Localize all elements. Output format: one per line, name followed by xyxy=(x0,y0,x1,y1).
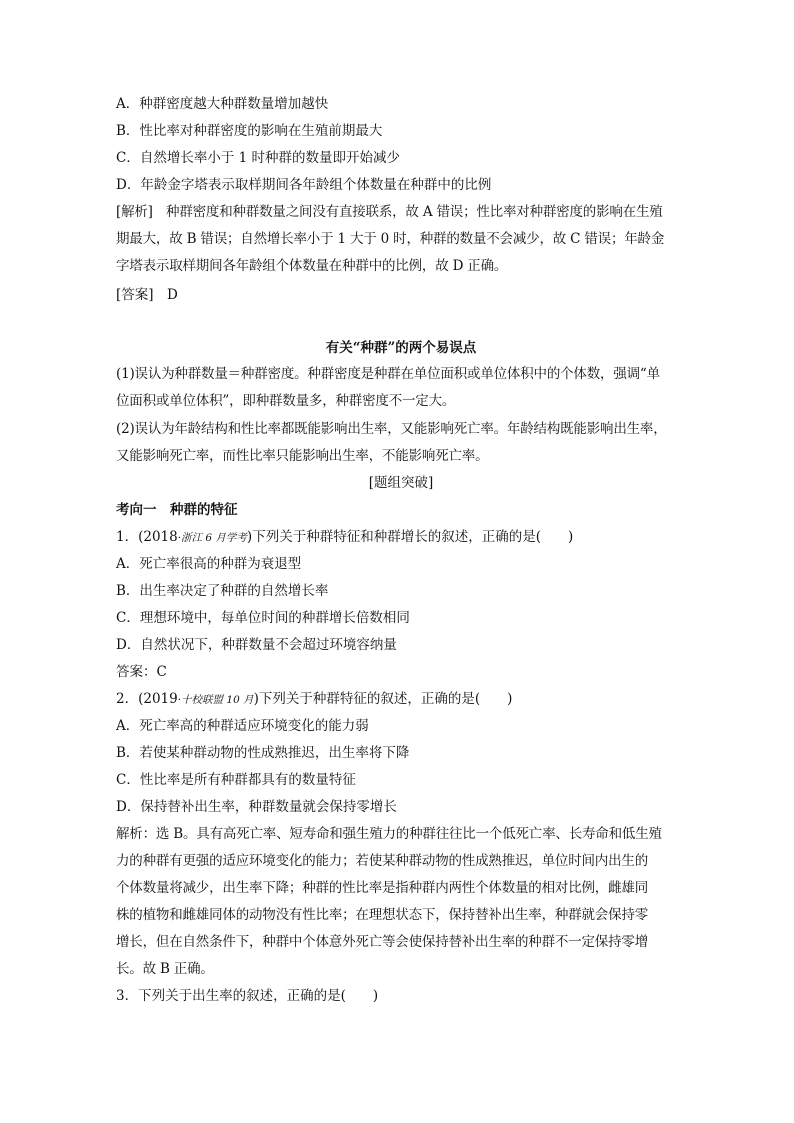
q2-option-c: C．性比率是所有种群都具有的数量特征 xyxy=(116,772,356,788)
q2-option-d: D．保持替补出生率，种群数量就会保持零增长 xyxy=(116,799,397,815)
option-c: C．自然增长率小于 1 时种群的数量即开始减少 xyxy=(116,150,401,166)
q1-option-c: C．理想环境中，每单位时间的种群增长倍数相同 xyxy=(116,610,410,626)
q2-option-b: B．若使某种群动物的性成熟推迟，出生率将下降 xyxy=(116,745,410,761)
option-a: A．种群密度越大种群数量增加越快 xyxy=(116,96,329,112)
question-1-source: ·浙江 6 月学考 xyxy=(177,532,247,544)
analysis-line: 字塔表示取样期间各年龄组个体数量在种群中的比例，故 D 正确。 xyxy=(116,258,508,274)
mistakes-line: 位面积或单位体积”，即种群数量多，种群密度不一定大。 xyxy=(116,393,456,409)
q2-analysis-line: 个体数量将减少，出生率下降；种群的性比率是指种群内两性个体数量的相对比例，雌雄同 xyxy=(116,880,648,896)
q2-option-a: A．死亡率高的种群适应环境变化的能力弱 xyxy=(116,718,369,734)
mistakes-line: (1)误认为种群数量＝种群密度。种群密度是种群在单位面积或单位体积中的个体数，强调“单 xyxy=(116,366,660,382)
q1-option-a: A．死亡率很高的种群为衰退型 xyxy=(116,556,302,572)
analysis-line: [解析] 种群密度和种群数量之间没有直接联系，故 A 错误；性比率对种群密度的影响在生殖 xyxy=(116,204,663,220)
option-d: D．年龄金字塔表示取样期间各年龄组个体数量在种群中的比例 xyxy=(116,177,492,193)
q1-option-d: D．自然状况下，种群数量不会超过环境容纳量 xyxy=(116,637,397,653)
mistakes-line: 又能影响死亡率，而性比率只能影响出生率，不能影响死亡率。 xyxy=(116,448,489,464)
mistakes-title: 有关“种群”的两个易误点 xyxy=(325,340,477,356)
question-2-stem xyxy=(116,691,686,709)
q2-analysis-line: 株的植物和雌雄同体的动物没有性比率；在理想状态下，保持替补出生率，种群就会保持零 xyxy=(116,907,648,923)
q1-option-b: B．出生率决定了种群的自然增长率 xyxy=(116,583,329,599)
q2-analysis-line: 长。故 B 正确。 xyxy=(116,961,214,977)
mistakes-line: (2)误认为年龄结构和性比率都既能影响出生率，又能影响死亡率。年龄结构既能影响出生率， xyxy=(116,421,667,437)
question-1-stem xyxy=(116,529,686,547)
question-1-text: )下列关于种群特征和种群增长的叙述，正确的是( ) xyxy=(246,529,574,545)
question-2-source: ·十校联盟 10 月 xyxy=(177,694,254,706)
question-2-text: )下列关于种群特征的叙述，正确的是( ) xyxy=(253,691,513,707)
option-b: B．性比率对种群密度的影响在生殖前期最大 xyxy=(116,123,383,139)
question-1-prefix: 1．(2018 xyxy=(116,529,178,545)
answer: [答案] D xyxy=(116,287,178,303)
q2-analysis-line: 增长，但在自然条件下，种群中个体意外死亡等会使保持替补出生率的种群不一定保持零增 xyxy=(116,934,648,950)
direction-heading: 考向一 种群的特征 xyxy=(116,502,238,518)
question-2-prefix: 2．(2019 xyxy=(116,691,178,707)
q1-answer: 答案：C xyxy=(116,664,167,680)
practice-title: [题组突破] xyxy=(368,475,434,491)
analysis-line: 期最大，故 B 错误；自然增长率小于 1 大于 0 时，种群的数量不会减少，故 C 错误；年龄金 xyxy=(116,231,665,247)
q2-analysis-line: 力的种群有更强的适应环境变化的能力；若使某种群动物的性成熟推迟，单位时间内出生的 xyxy=(116,853,648,869)
q2-analysis-line: 解析：选 B。具有高死亡率、短寿命和强生殖力的种群往往比一个低死亡率、长寿命和低生殖 xyxy=(116,826,662,842)
question-3-stem: 3．下列关于出生率的叙述，正确的是( ) xyxy=(116,988,379,1004)
